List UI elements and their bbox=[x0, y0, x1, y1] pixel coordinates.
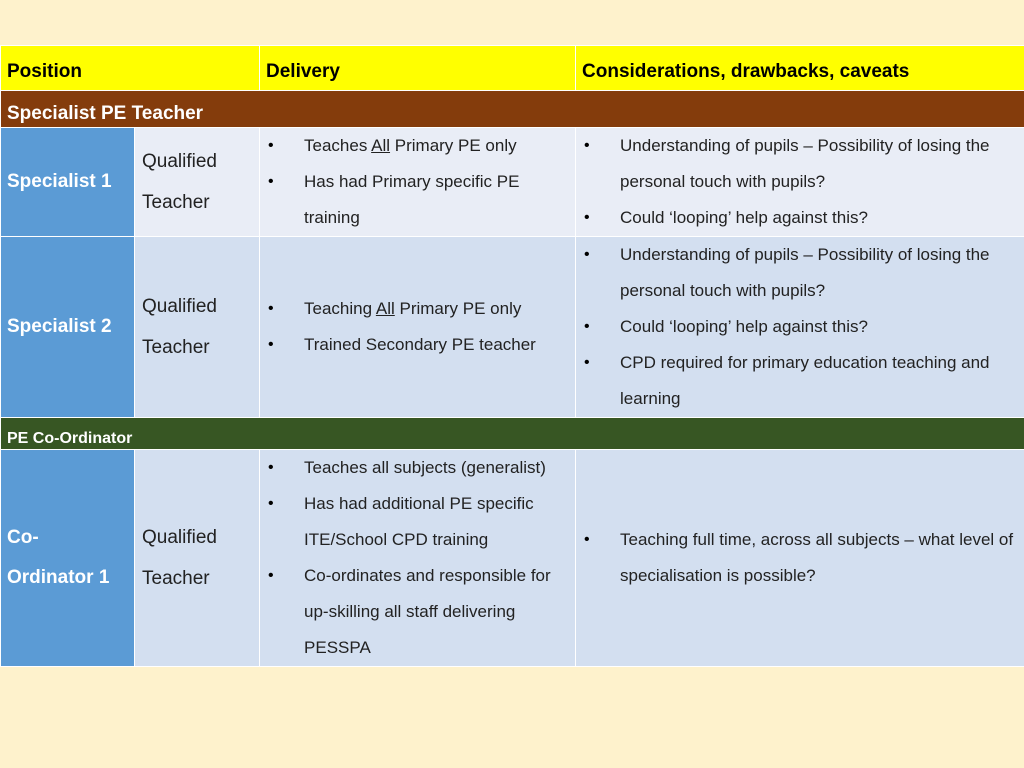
delivery-text-post: Primary PE only bbox=[394, 299, 522, 318]
list-item: • Understanding of pupils – Possibility of losing the personal touch with pupils? bbox=[576, 128, 1024, 200]
qualification-line: Qualified bbox=[142, 151, 217, 172]
section-specialist-title: Specialist PE Teacher bbox=[1, 91, 1024, 128]
position-line: Co- bbox=[7, 527, 39, 548]
list-item: • Has had additional PE specific ITE/School CPD training bbox=[260, 486, 575, 558]
list-item: • Could ‘looping’ help against this? bbox=[576, 200, 1024, 236]
table-row bbox=[1, 237, 1024, 418]
header-row bbox=[1, 46, 1024, 91]
header-position: Position bbox=[1, 46, 260, 91]
delivery-cell bbox=[260, 128, 576, 237]
section-row-coordinator bbox=[1, 418, 1024, 450]
considerations-cell bbox=[576, 237, 1024, 418]
header-delivery: Delivery bbox=[260, 46, 576, 91]
list-item: • Trained Secondary PE teacher bbox=[260, 327, 575, 363]
table-row bbox=[1, 128, 1024, 237]
delivery-text-underlined: All bbox=[375, 299, 395, 318]
delivery-text-pre: Teaching bbox=[304, 299, 376, 318]
list-item bbox=[260, 128, 575, 164]
qualification-line: Teacher bbox=[142, 568, 210, 589]
qualification-cell bbox=[135, 128, 260, 237]
position-cell bbox=[1, 450, 135, 667]
qualification-line: Qualified bbox=[142, 296, 217, 317]
position-cell: Specialist 2 bbox=[1, 237, 135, 418]
list-item: • Co-ordinates and responsible for up-skilling all staff delivering PESSPA bbox=[260, 558, 575, 666]
delivery-text-pre: Teaches bbox=[304, 136, 372, 155]
considerations-cell bbox=[576, 128, 1024, 237]
table-row bbox=[1, 450, 1024, 667]
considerations-list bbox=[576, 522, 1024, 594]
qualification-cell bbox=[135, 450, 260, 667]
list-item: • Could ‘looping’ help against this? bbox=[576, 309, 1024, 345]
qualification-line: Qualified bbox=[142, 527, 217, 548]
list-item bbox=[260, 291, 575, 327]
position-line: Ordinator 1 bbox=[7, 567, 110, 588]
considerations-cell bbox=[576, 450, 1024, 667]
section-row-specialist bbox=[1, 91, 1024, 128]
delivery-list bbox=[260, 128, 575, 236]
list-item: • Has had Primary specific PE training bbox=[260, 164, 575, 236]
position-cell: Specialist 1 bbox=[1, 128, 135, 237]
list-item: • CPD required for primary education teaching and learning bbox=[576, 345, 1024, 417]
qualification-line: Teacher bbox=[142, 337, 210, 358]
section-coordinator-title: PE Co-Ordinator bbox=[1, 418, 1024, 450]
delivery-list bbox=[260, 450, 575, 666]
header-considerations: Considerations, drawbacks, caveats bbox=[576, 46, 1024, 91]
list-item: • Teaching full time, across all subjects – what level of specialisation is possible? bbox=[576, 522, 1024, 594]
list-item: • Teaches all subjects (generalist) bbox=[260, 450, 575, 486]
delivery-text-underlined: All bbox=[371, 136, 391, 155]
considerations-list bbox=[576, 128, 1024, 236]
qualification-line: Teacher bbox=[142, 192, 210, 213]
delivery-list bbox=[260, 291, 575, 363]
considerations-list bbox=[576, 237, 1024, 417]
delivery-text-post: Primary PE only bbox=[390, 136, 517, 155]
delivery-cell bbox=[260, 450, 576, 667]
comparison-table bbox=[0, 45, 1024, 667]
list-item: • Understanding of pupils – Possibility of losing the personal touch with pupils? bbox=[576, 237, 1024, 309]
qualification-cell bbox=[135, 237, 260, 418]
delivery-cell bbox=[260, 237, 576, 418]
